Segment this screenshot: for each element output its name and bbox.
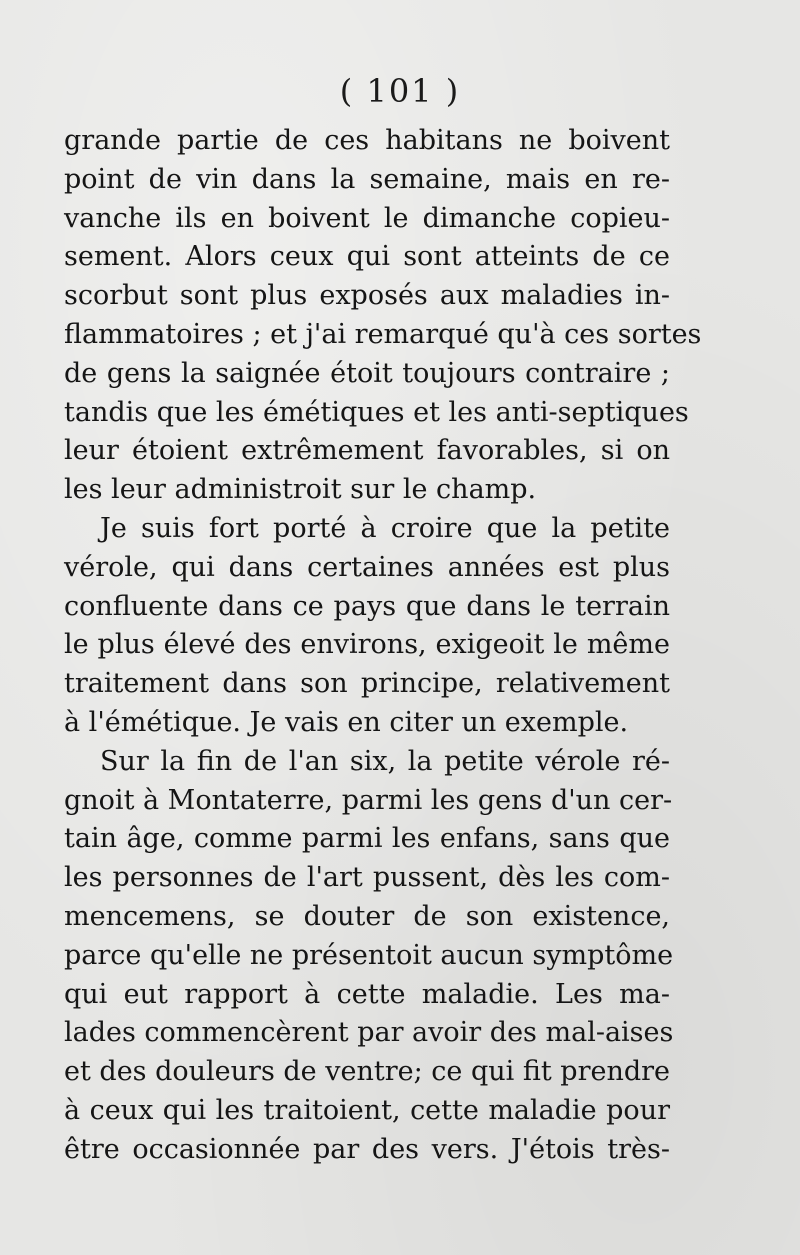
text-line: parce qu'elle ne présentoit aucun symptôme xyxy=(64,939,674,971)
text-line: gnoit à Montaterre, parmi les gens d'un cer- xyxy=(64,784,673,816)
text-line: tandis que les émétiques et les anti-septiques xyxy=(64,396,689,428)
text-line: les personnes de l'art pussent, dès les com- xyxy=(64,862,670,894)
text-line: à l'émétique. Je vais en citer un exemple. xyxy=(64,706,629,738)
text-line: qui eut rapport à cette maladie. Les ma- xyxy=(64,978,670,1010)
text-line: Je suis fort porté à croire que la petite xyxy=(100,512,670,544)
text-line: vanche ils en boivent le dimanche copieu- xyxy=(64,202,670,234)
text-line: et des douleurs de ventre; ce qui fit prendre xyxy=(64,1056,671,1088)
text-line: mencemens, se douter de son existence, xyxy=(64,900,670,932)
text-line: traitement dans son principe, relativement xyxy=(64,668,670,700)
text-line: les leur administroit sur le champ. xyxy=(64,474,537,506)
text-line: vérole, qui dans certaines années est plus xyxy=(64,551,670,583)
text-line: grande partie de ces habitans ne boivent xyxy=(64,125,670,156)
text-line: leur étoient extrêmement favorables, si on xyxy=(64,435,670,467)
body-text xyxy=(64,122,702,1170)
text-line: scorbut sont plus exposés aux maladies in- xyxy=(64,280,670,312)
text-line: être occasionnée par des vers. J'étois très- xyxy=(64,1133,670,1165)
text-line: flammatoires ; et j'ai remarqué qu'à ces sortes xyxy=(64,318,702,350)
text-line: sement. Alors ceux qui sont atteints de ce xyxy=(64,241,670,273)
text-line: à ceux qui les traitoient, cette maladie pour xyxy=(64,1094,670,1126)
text-line: Sur la fin de l'an six, la petite vérole ré- xyxy=(100,745,670,777)
text-line: tain âge, comme parmi les enfans, sans que xyxy=(64,823,670,855)
text-line: lades commencèrent par avoir des mal-aises xyxy=(64,1017,674,1049)
text-line: le plus élevé des environs, exigeoit le même xyxy=(64,629,670,661)
page-number: ( 101 ) xyxy=(339,72,461,110)
text-line: confluente dans ce pays que dans le terrain xyxy=(64,590,670,622)
text-line: point de vin dans la semaine, mais en re- xyxy=(64,163,670,195)
text-line: de gens la saignée étoit toujours contraire ; xyxy=(64,357,670,389)
